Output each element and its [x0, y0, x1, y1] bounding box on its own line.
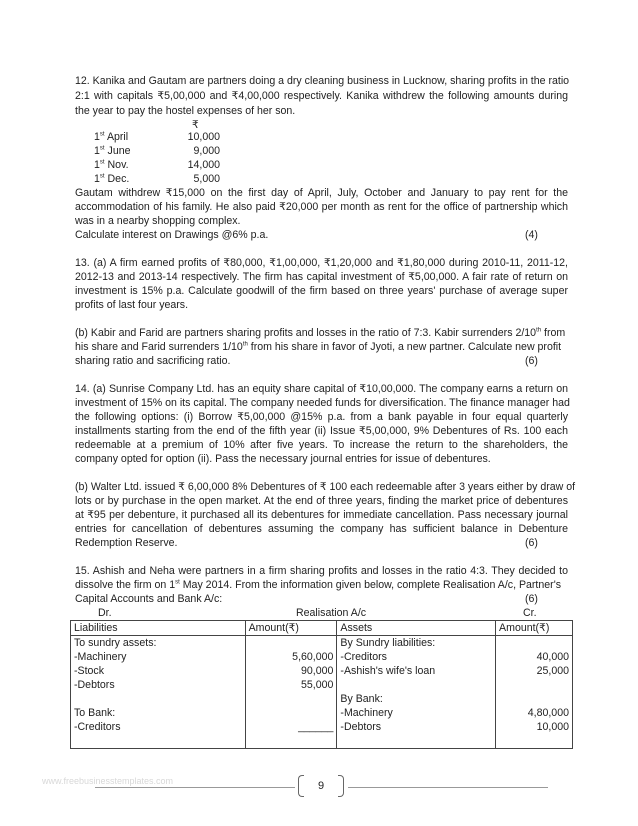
q14-line-3: the following options: (i) Borrow ₹5,00,000 @15% p.a. from a bank payable in four equal quarterly — [75, 411, 568, 423]
q13b-line-3: sharing ratio and sacrificing ratio. — [75, 355, 231, 367]
drawing-amount: 5,000 — [193, 173, 220, 185]
header-amount-right: Amount(₹) — [496, 621, 573, 636]
table-row: -Stock — [74, 665, 105, 677]
table-row: -Debtors — [74, 679, 115, 691]
q14b-line-4: entries for cancellation of debentures assuming the company has sufficient balance in Debenture — [75, 523, 568, 535]
table-row: By Bank: — [340, 693, 383, 705]
q12-line-5: accommodation of his family. He also paid ₹20,000 per month as rent for the office of partnership which — [75, 201, 568, 213]
q13-line-3: investment is 15% p.a. Calculate goodwill of the firm based on three years' purchase of average super — [75, 285, 568, 297]
table-row: -Debtors — [340, 721, 382, 733]
q15-line-1: 15. Ashish and Neha were partners in a firm sharing profits and losses in the ratio 4:3. They decided to — [75, 565, 568, 577]
drawing-date: 1st June — [94, 145, 131, 157]
footer-rule-right — [348, 787, 548, 788]
table-row: 90,000 — [301, 665, 334, 677]
liabilities-cell — [71, 636, 246, 749]
drawing-date: 1st Dec. — [94, 173, 130, 185]
table-row: -Creditors — [74, 721, 121, 733]
table-row: 4,80,000 — [527, 707, 569, 719]
assets-cell — [337, 636, 496, 749]
table-row: By Sundry liabilities: — [340, 637, 436, 649]
q12-line-1: 12. Kanika and Gautam are partners doing a dry cleaning business in Lucknow, sharing profits in the ratio — [75, 75, 570, 87]
drawing-amount: 9,000 — [193, 145, 220, 157]
drawing-date: 1st Nov. — [94, 159, 129, 171]
footer-rule-left — [95, 787, 295, 788]
q13-line-2: 2012-13 and 2013-14 respectively. The firm has capital investment of ₹5,00,000. A fair rate of return on — [75, 271, 568, 283]
q13-line-4: profits of last four years. — [75, 299, 189, 311]
table-row — [249, 734, 334, 748]
bracket-right-icon — [338, 775, 344, 797]
q13-marks: (6) — [525, 355, 538, 367]
q15-line-3: Capital Accounts and Bank A/c: — [75, 593, 223, 605]
q14-line-4: installments starting from the end of the fifth year (ii) Issue ₹5,00,000, 9% Debentures of Rs. 100 each — [75, 425, 568, 437]
table-row — [74, 692, 242, 706]
table-row: -Machinery — [74, 651, 127, 663]
drawing-amount: 14,000 — [187, 159, 220, 171]
q13-line-1: 13. (a) A firm earned profits of ₹80,000, ₹1,00,000, ₹1,20,000 and ₹1,80,000 during 2010-11, 2011-12, — [75, 257, 568, 269]
header-assets: Assets — [337, 621, 496, 636]
q12-marks: (4) — [525, 229, 538, 241]
table-row — [499, 734, 569, 748]
account-dr-label: Dr. — [98, 607, 112, 619]
table-row — [340, 734, 492, 748]
realisation-account-table — [70, 620, 573, 749]
table-row — [249, 706, 334, 720]
q14-marks: (6) — [525, 537, 538, 549]
table-header-row — [71, 621, 573, 636]
table-row: To sundry assets: — [74, 637, 157, 649]
table-row — [74, 734, 242, 748]
q13b-line-1: (b) Kabir and Farid are partners sharing profits and losses in the ratio of 7:3. Kabir surrenders 2/10th from — [75, 327, 566, 339]
account-cr-label: Cr. — [523, 607, 537, 619]
table-body-row — [71, 636, 573, 749]
table-row: 40,000 — [536, 651, 569, 663]
q12-line-4: Gautam withdrew ₹15,000 on the first day of April, July, October and January to pay rent for the — [75, 187, 568, 199]
q14-line-5: redeemable at a premium of 10% after five years. To increase the return to the shareholders, the — [75, 439, 568, 451]
rupee-column-header: ₹ — [192, 119, 199, 131]
q12-line-7: Calculate interest on Drawings @6% p.a. — [75, 229, 269, 241]
q15-marks: (6) — [525, 593, 538, 605]
table-row: -Machinery — [340, 707, 393, 719]
table-row: -Ashish's wife's loan — [340, 665, 436, 677]
table-row: 55,000 — [301, 679, 334, 691]
amount-right-cell — [496, 636, 573, 749]
q12-line-2: 2:1 with capitals ₹5,00,000 and ₹4,00,000 respectively. Kanika withdrew the following amounts during — [75, 90, 568, 102]
page-number — [298, 775, 344, 797]
q14b-line-5: Redemption Reserve. — [75, 537, 178, 549]
q15-line-2: dissolve the firm on 1st May 2014. From the information given below, complete Realisation A/c, Partner's — [75, 579, 562, 591]
table-row: ______ — [298, 721, 334, 733]
table-row — [249, 636, 334, 650]
table-row — [499, 692, 569, 706]
header-amount-left: Amount(₹) — [245, 621, 337, 636]
table-row — [340, 678, 492, 692]
table-row: 5,60,000 — [292, 651, 334, 663]
table-row: 10,000 — [536, 721, 569, 733]
account-title: Realisation A/c — [296, 607, 367, 619]
bracket-left-icon — [298, 775, 304, 797]
table-row — [499, 636, 569, 650]
table-row — [249, 692, 334, 706]
watermark: www.freebusinesstemplates.com — [42, 776, 174, 786]
q13b-line-2: his share and Farid surrenders 1/10th from his share in favor of Jyoti, a new partner. Calculate new profit — [75, 341, 562, 353]
header-liabilities: Liabilities — [71, 621, 246, 636]
q14-line-2: investment of 15% on its capital. The company needed funds for diversification. The finance manager had — [75, 397, 570, 409]
table-row: -Creditors — [340, 651, 387, 663]
amount-left-cell — [245, 636, 337, 749]
q12-line-6: was in a nearby shopping complex. — [75, 215, 241, 227]
drawing-date: 1st April — [94, 131, 129, 143]
drawing-amount: 10,000 — [187, 131, 220, 143]
table-row — [499, 678, 569, 692]
q14b-line-3: at ₹95 per debenture, it purchased all its debentures for immediate cancellation. Pass necessary journal — [75, 509, 568, 521]
q14b-line-1: (b) Walter Ltd. issued ₹ 6,00,000 8% Debentures of ₹ 100 each redeemable after 3 years either by draw of — [75, 481, 576, 493]
q14-line-6: company opted for option (ii). Pass the necessary journal entries for issue of debentures. — [75, 453, 491, 465]
q14-line-1: 14. (a) Sunrise Company Ltd. has an equity share capital of ₹10,00,000. The company earns a return on — [75, 383, 568, 395]
page-number-text: 9 — [317, 780, 325, 792]
table-row: 25,000 — [536, 665, 569, 677]
q12-line-3: the year to pay the hostel expenses of her son. — [75, 105, 296, 117]
q14b-line-2: lots or by purchase in the open market. At the end of three years, finding the market price of debentures — [75, 495, 568, 507]
table-row: To Bank: — [74, 707, 116, 719]
